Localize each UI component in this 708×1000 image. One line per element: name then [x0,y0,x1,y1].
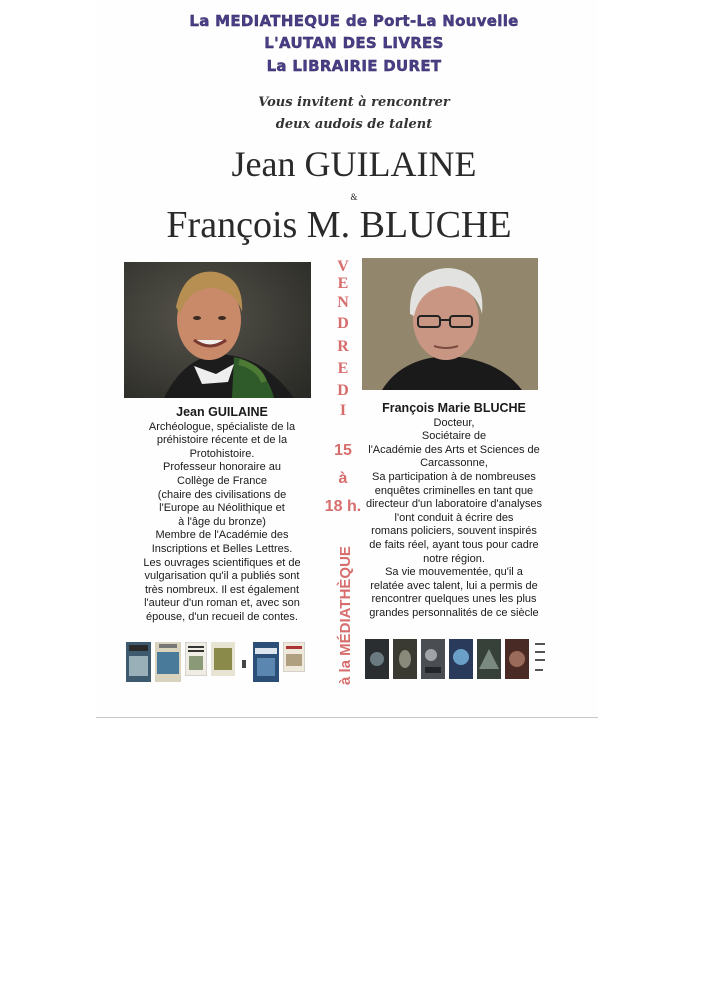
bio-line: Archéologue, spécialiste de la [148,420,296,433]
book-cover [393,639,417,679]
bio-line: Sociétaire de [421,430,487,443]
bio-line: très nombreux. Il est également [144,583,300,596]
bio-line: rencontrer quelques unes les plus [371,593,537,606]
book-cover [239,642,249,676]
author-name-2: François M. BLUCHE [166,204,512,246]
bio-line: épouse, d'un recueil de contes. [146,610,298,623]
book-covers-bluche [365,639,553,679]
bio-title: François Marie BLUCHE [382,401,526,415]
header-line-3: La LIBRAIRIE DURET [266,57,442,75]
bio-line: Carcassonne, [420,457,488,470]
bio-line: l'auteur d'un roman et, avec son [144,597,300,610]
portrait-1-image [124,262,311,398]
bio-line: Les ouvrages scientifiques et de [143,556,301,569]
bio-line: l'Europe au Néolithique et [159,502,285,515]
header-line-2: L'AUTAN DES LIVRES [264,34,444,52]
sheet-bottom-edge [96,717,598,718]
day-letter: R [337,338,349,355]
book-cover [449,639,473,679]
invite-line-2: deux audois de talent [275,117,433,132]
day-letter: E [337,360,349,377]
event-time: 18 h. [324,498,362,515]
bio-line: (chaire des civilisations de [157,488,287,501]
book-cover [185,642,207,676]
bio-line: relatée avec talent, lui a permis de [370,579,538,592]
bio-line: Collège de France [177,474,267,487]
event-place: à la MÉDIATHÈQUE [337,546,354,685]
bio-line: Membre de l'Académie des [155,529,289,542]
book-cover [477,639,501,679]
photo-francois-bluche [362,258,538,390]
book-cover [421,639,445,679]
book-covers-guilaine [126,642,309,682]
bio-line: grandes personnalités de ce siècle [369,606,539,619]
day-letter: I [339,402,347,419]
header-line-1: La MEDIATHEQUE de Port-La Nouvelle [189,12,519,30]
bio-line: l'Académie des Arts et Sciences de [368,443,540,456]
author-name-1: Jean GUILAINE [231,144,477,184]
bio-line: de faits réel, ayant tous pour cadre [369,538,539,551]
bio-title: Jean GUILAINE [176,405,268,419]
book-cover [211,642,235,676]
bio-line: à l'âge du bronze) [178,515,266,528]
bio-line: Sa vie mouvementée, qu'il a [385,566,523,579]
day-letter: D [337,315,349,332]
day-letter: N [337,294,349,311]
book-cover [283,642,305,672]
bio-line: enquêtes criminelles en tant que [374,484,534,497]
book-cover [126,642,151,682]
bio-line: préhistoire récente et de la [156,434,288,447]
bio-line: vulgarisation qu'il a publiés sont [144,570,300,583]
bio-francois-bluche [356,402,552,621]
bio-line: l'ont conduit à écrire des [394,511,514,524]
event-date: 15 [334,442,352,459]
book-cover [533,639,549,679]
bio-line: romans policiers, souvent inspirés [371,525,537,538]
invite-line-1: Vous invitent à rencontrer [258,95,450,110]
book-cover [155,642,181,682]
bio-line: Sa participation à de nombreuses [372,470,536,483]
bio-line: Docteur, [433,416,475,429]
day-letter: V [337,258,349,275]
book-cover [505,639,529,679]
bio-line: notre région. [423,552,485,565]
event-a: à [338,470,348,487]
bio-line: Professeur honoraire au [162,461,281,474]
ampersand: & [350,192,358,202]
bio-jean-guilaine [118,406,326,625]
bio-line: Inscriptions et Belles Lettres. [151,542,293,555]
day-letter: D [337,382,349,399]
book-cover [253,642,279,682]
photo-jean-guilaine [124,262,311,398]
bio-line: Protohistoire. [189,447,255,460]
portrait-2-image [362,258,538,390]
day-letter: E [337,275,349,292]
bio-line: directeur d'un laboratoire d'analyses [365,498,543,511]
book-cover [365,639,389,679]
